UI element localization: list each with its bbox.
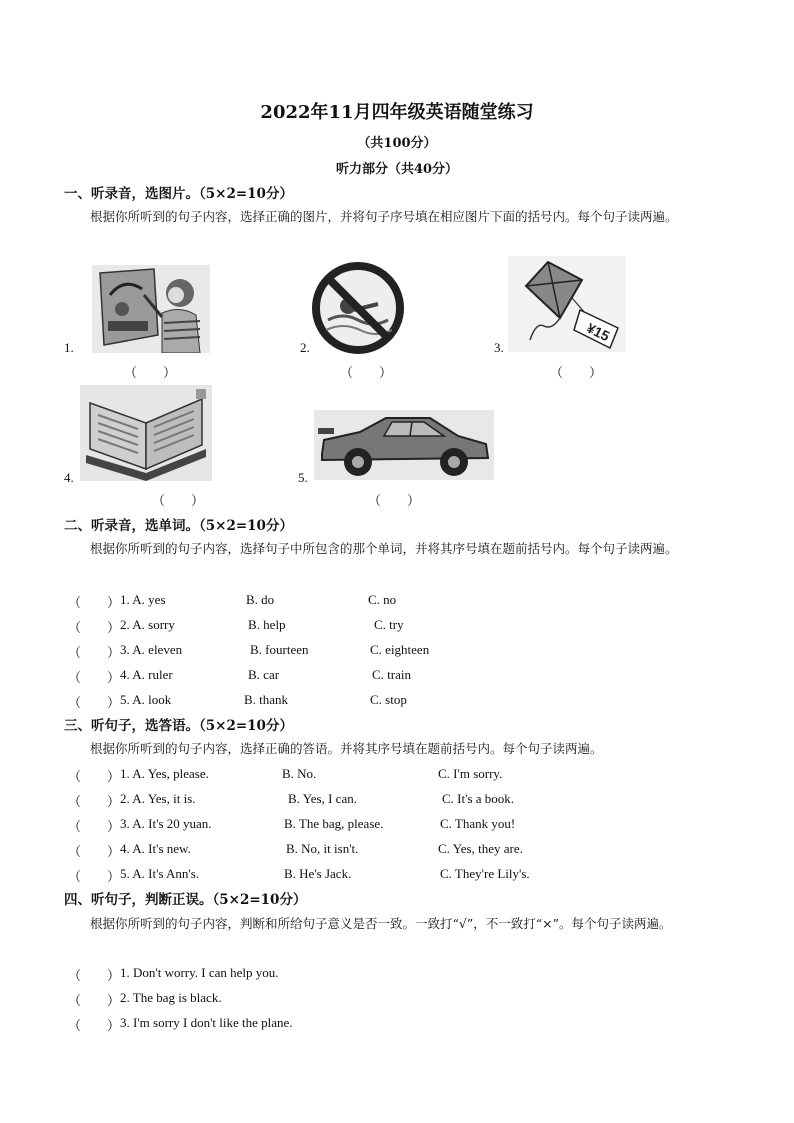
answer-paren[interactable]: （ ） [68,645,121,660]
section-4-heading: 四、听句子，判断正误。（5×2=10分） [64,892,307,908]
picture-5-answer-paren: （ ） [368,493,421,508]
answer-paren[interactable]: （ ） [68,595,121,610]
picture-4-answer-paren: （ ） [152,493,205,508]
no-swimming-sign-icon [308,262,408,354]
list-item: （ ） 3. A. eleven B. fourteen C. eighteen [68,642,430,660]
picture-1-number: 1. [64,340,74,355]
page-title: 2022年11月四年级英语随堂练习 [260,102,534,123]
picture-2-answer-paren: （ ） [340,365,393,380]
list-item: （ ） 4. A. It's new. B. No, it isn't. C. Yes, they are. [68,841,523,859]
picture-3-number: 3. [494,340,504,355]
answer-paren[interactable]: （ ） [68,794,121,809]
answer-paren[interactable]: （ ） [68,695,121,710]
answer-paren[interactable]: （ ） [68,869,121,884]
picture-3-answer-paren: （ ） [550,365,603,380]
list-item: （ ） 1. A. yes B. do C. no [68,592,397,610]
list-item: （ ） 2. A. sorry B. help C. try [68,617,404,635]
section-2-instruction: 根据你所听到的句子内容，选择句子中所包含的那个单词，并将其序号填在题前括号内。每个句子读两遍。 [90,541,678,556]
open-book-icon [80,385,212,481]
section-1-heading: 一、听录音，选图片。（5×2=10分） [64,186,293,202]
section-4-instruction: 根据你所听到的句子内容，判断和所给句子意义是否一致。一致打“√”，不一致打“×”。每个句子读两遍。 [90,916,672,931]
section-2-heading: 二、听录音，选单词。（5×2=10分） [64,518,293,534]
answer-paren[interactable]: （ ） [68,968,121,983]
answer-paren[interactable]: （ ） [68,670,121,685]
list-item: （ ） 2. A. Yes, it is. B. Yes, I can. C. It's a book. [68,791,515,809]
list-item: （ ） 3. A. It's 20 yuan. B. The bag, please. C. Thank you! [68,816,516,834]
list-item: （ ） 5. A. It's Ann's. B. He's Jack. C. They're Lily's. [68,866,530,884]
list-item: （ ） 3. I'm sorry I don't like the plane. [68,1015,293,1033]
section-3-instruction: 根据你所听到的句子内容，选择正确的答语。并将其序号填在题前括号内。每个句子读两遍。 [90,741,603,756]
answer-paren[interactable]: （ ） [68,993,121,1008]
answer-paren[interactable]: （ ） [68,620,121,635]
answer-paren[interactable]: （ ） [68,1018,121,1033]
answer-paren[interactable]: （ ） [68,819,121,834]
list-item: （ ） 4. A. ruler B. car C. train [68,667,411,685]
list-item: （ ） 1. A. Yes, please. B. No. C. I'm sorry. [68,766,503,784]
answer-paren[interactable]: （ ） [68,769,121,784]
picture-2-number: 2. [300,340,310,355]
total-score: （共100分） [357,136,437,151]
toy-car-icon [314,410,494,480]
girl-painting-picture-icon [92,265,210,353]
list-item: （ ） 2. The bag is black. [68,990,222,1008]
section-3-heading: 三、听句子，选答语。（5×2=10分） [64,718,293,734]
answer-paren[interactable]: （ ） [68,844,121,859]
picture-5-number: 5. [298,470,308,485]
kite-price-tag-icon [508,256,626,352]
picture-4-number: 4. [64,470,74,485]
listening-part-title: 听力部分（共40分） [335,162,459,177]
list-item: （ ） 5. A. look B. thank C. stop [68,692,407,710]
picture-1-answer-paren: （ ） [124,365,177,380]
kite-price-label: ¥15 [584,319,613,345]
section-1-instruction: 根据你所听到的句子内容，选择正确的图片，并将句子序号填在相应图片下面的括号内。每个句子读两遍。 [90,209,678,224]
list-item: （ ） 1. Don't worry. I can help you. [68,965,279,983]
